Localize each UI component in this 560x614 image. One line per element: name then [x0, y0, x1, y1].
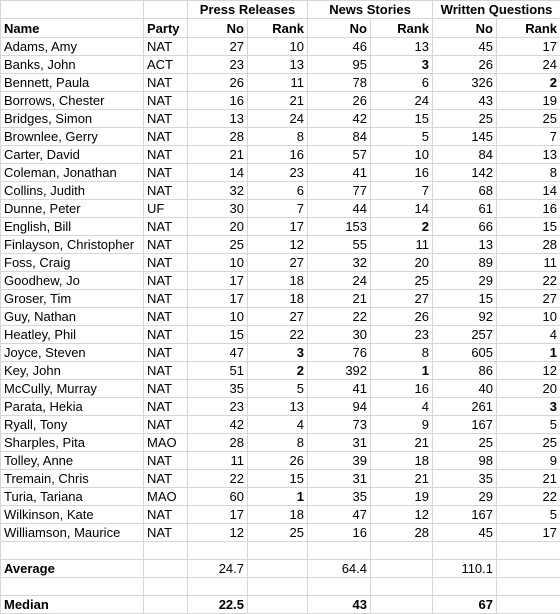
press-releases-rank: 25 [248, 524, 308, 542]
news-stories-rank: 6 [371, 74, 433, 92]
member-name: McCully, Murray [1, 380, 144, 398]
written-questions-rank: 25 [497, 110, 560, 128]
member-party: MAO [144, 488, 188, 506]
written-questions-no: 261 [433, 398, 497, 416]
member-name: Key, John [1, 362, 144, 380]
news-stories-rank: 3 [371, 56, 433, 74]
written-questions-no: 15 [433, 290, 497, 308]
median-news-stories: 43 [308, 596, 371, 614]
written-questions-no: 142 [433, 164, 497, 182]
written-questions-no: 35 [433, 470, 497, 488]
average-press-releases: 24.7 [188, 560, 248, 578]
column-header-pr-no: No [188, 19, 248, 38]
member-party: NAT [144, 110, 188, 128]
press-releases-no: 20 [188, 218, 248, 236]
table-row [1, 308, 560, 326]
table-row [1, 110, 560, 128]
member-name: Ryall, Tony [1, 416, 144, 434]
news-stories-no: 16 [308, 524, 371, 542]
table-row [1, 488, 560, 506]
column-header-pr-rank: Rank [248, 19, 308, 38]
member-party: NAT [144, 236, 188, 254]
written-questions-rank: 7 [497, 128, 560, 146]
press-releases-rank: 27 [248, 254, 308, 272]
written-questions-no: 25 [433, 434, 497, 452]
average-news-stories: 64.4 [308, 560, 371, 578]
news-stories-no: 55 [308, 236, 371, 254]
written-questions-no: 98 [433, 452, 497, 470]
written-questions-no: 66 [433, 218, 497, 236]
press-releases-rank: 11 [248, 74, 308, 92]
member-party: NAT [144, 146, 188, 164]
press-releases-no: 60 [188, 488, 248, 506]
member-party: NAT [144, 182, 188, 200]
press-releases-rank: 5 [248, 380, 308, 398]
median-written-questions: 67 [433, 596, 497, 614]
written-questions-no: 92 [433, 308, 497, 326]
press-releases-rank: 8 [248, 434, 308, 452]
group-header-news-stories: News Stories [308, 1, 433, 19]
column-header-ns-no: No [308, 19, 371, 38]
news-stories-no: 31 [308, 434, 371, 452]
press-releases-rank: 4 [248, 416, 308, 434]
member-name: Bridges, Simon [1, 110, 144, 128]
member-party: NAT [144, 452, 188, 470]
press-releases-no: 25 [188, 236, 248, 254]
member-party: UF [144, 200, 188, 218]
written-questions-rank: 17 [497, 524, 560, 542]
press-releases-rank: 18 [248, 290, 308, 308]
press-releases-no: 47 [188, 344, 248, 362]
news-stories-rank: 20 [371, 254, 433, 272]
news-stories-no: 41 [308, 164, 371, 182]
table-row [1, 92, 560, 110]
written-questions-no: 29 [433, 272, 497, 290]
news-stories-no: 41 [308, 380, 371, 398]
member-name: Wilkinson, Kate [1, 506, 144, 524]
written-questions-no: 145 [433, 128, 497, 146]
press-releases-no: 21 [188, 146, 248, 164]
written-questions-rank: 27 [497, 290, 560, 308]
written-questions-rank: 21 [497, 470, 560, 488]
member-name: Tremain, Chris [1, 470, 144, 488]
press-releases-no: 32 [188, 182, 248, 200]
median-row [1, 596, 560, 614]
table-row [1, 380, 560, 398]
group-header-row [1, 1, 560, 19]
press-releases-no: 22 [188, 470, 248, 488]
news-stories-rank: 5 [371, 128, 433, 146]
member-name: Sharples, Pita [1, 434, 144, 452]
written-questions-no: 86 [433, 362, 497, 380]
news-stories-rank: 16 [371, 164, 433, 182]
written-questions-rank: 12 [497, 362, 560, 380]
written-questions-rank: 13 [497, 146, 560, 164]
press-releases-no: 14 [188, 164, 248, 182]
written-questions-rank: 8 [497, 164, 560, 182]
press-releases-no: 23 [188, 398, 248, 416]
news-stories-rank: 18 [371, 452, 433, 470]
press-releases-rank: 3 [248, 344, 308, 362]
written-questions-rank: 9 [497, 452, 560, 470]
member-party: NAT [144, 38, 188, 56]
press-releases-no: 10 [188, 254, 248, 272]
member-name: Brownlee, Gerry [1, 128, 144, 146]
news-stories-no: 22 [308, 308, 371, 326]
news-stories-rank: 16 [371, 380, 433, 398]
member-party: NAT [144, 326, 188, 344]
news-stories-rank: 11 [371, 236, 433, 254]
news-stories-rank: 8 [371, 344, 433, 362]
press-releases-rank: 18 [248, 272, 308, 290]
press-releases-rank: 13 [248, 398, 308, 416]
press-releases-rank: 23 [248, 164, 308, 182]
press-releases-rank: 1 [248, 488, 308, 506]
news-stories-rank: 23 [371, 326, 433, 344]
member-party: NAT [144, 308, 188, 326]
member-name: Coleman, Jonathan [1, 164, 144, 182]
news-stories-no: 94 [308, 398, 371, 416]
member-party: NAT [144, 362, 188, 380]
written-questions-no: 25 [433, 110, 497, 128]
member-party: NAT [144, 92, 188, 110]
news-stories-rank: 19 [371, 488, 433, 506]
written-questions-rank: 22 [497, 488, 560, 506]
member-name: Heatley, Phil [1, 326, 144, 344]
written-questions-rank: 25 [497, 434, 560, 452]
member-name: Adams, Amy [1, 38, 144, 56]
press-releases-no: 51 [188, 362, 248, 380]
news-stories-no: 26 [308, 92, 371, 110]
member-name: Collins, Judith [1, 182, 144, 200]
news-stories-rank: 14 [371, 200, 433, 218]
news-stories-rank: 28 [371, 524, 433, 542]
member-party: NAT [144, 416, 188, 434]
member-party: NAT [144, 398, 188, 416]
average-label: Average [1, 560, 144, 578]
member-party: MAO [144, 434, 188, 452]
written-questions-rank: 2 [497, 74, 560, 92]
press-releases-rank: 16 [248, 146, 308, 164]
member-name: Bennett, Paula [1, 74, 144, 92]
press-releases-rank: 15 [248, 470, 308, 488]
table-row [1, 38, 560, 56]
median-press-releases: 22.5 [188, 596, 248, 614]
column-header-wq-rank: Rank [497, 19, 560, 38]
table-row [1, 74, 560, 92]
member-party: NAT [144, 506, 188, 524]
written-questions-rank: 14 [497, 182, 560, 200]
press-releases-no: 11 [188, 452, 248, 470]
written-questions-rank: 28 [497, 236, 560, 254]
table-row [1, 164, 560, 182]
written-questions-rank: 11 [497, 254, 560, 272]
written-questions-rank: 17 [497, 38, 560, 56]
table-row [1, 146, 560, 164]
written-questions-rank: 19 [497, 92, 560, 110]
written-questions-no: 68 [433, 182, 497, 200]
press-releases-rank: 6 [248, 182, 308, 200]
table-row [1, 398, 560, 416]
member-party: NAT [144, 128, 188, 146]
written-questions-no: 61 [433, 200, 497, 218]
written-questions-no: 29 [433, 488, 497, 506]
table-row [1, 182, 560, 200]
written-questions-no: 45 [433, 38, 497, 56]
member-name: Joyce, Steven [1, 344, 144, 362]
member-party: NAT [144, 470, 188, 488]
column-header-wq-no: No [433, 19, 497, 38]
table-row [1, 326, 560, 344]
column-header-ns-rank: Rank [371, 19, 433, 38]
member-party: NAT [144, 380, 188, 398]
news-stories-no: 73 [308, 416, 371, 434]
press-releases-no: 28 [188, 434, 248, 452]
press-releases-no: 28 [188, 128, 248, 146]
written-questions-rank: 22 [497, 272, 560, 290]
news-stories-no: 153 [308, 218, 371, 236]
news-stories-rank: 1 [371, 362, 433, 380]
table-row [1, 236, 560, 254]
member-party: ACT [144, 56, 188, 74]
press-releases-no: 17 [188, 272, 248, 290]
press-releases-rank: 8 [248, 128, 308, 146]
written-questions-no: 84 [433, 146, 497, 164]
press-releases-no: 23 [188, 56, 248, 74]
member-name: Borrows, Chester [1, 92, 144, 110]
member-name: Foss, Craig [1, 254, 144, 272]
written-questions-no: 40 [433, 380, 497, 398]
table-row [1, 452, 560, 470]
table-row [1, 524, 560, 542]
member-party: NAT [144, 290, 188, 308]
member-name: Parata, Hekia [1, 398, 144, 416]
average-row [1, 560, 560, 578]
member-name: Guy, Nathan [1, 308, 144, 326]
press-releases-no: 42 [188, 416, 248, 434]
column-header-name: Name [1, 19, 144, 38]
table-row [1, 290, 560, 308]
written-questions-no: 89 [433, 254, 497, 272]
written-questions-rank: 20 [497, 380, 560, 398]
news-stories-no: 76 [308, 344, 371, 362]
member-name: Finlayson, Christopher [1, 236, 144, 254]
written-questions-rank: 3 [497, 398, 560, 416]
news-stories-no: 392 [308, 362, 371, 380]
member-name: Turia, Tariana [1, 488, 144, 506]
news-stories-rank: 27 [371, 290, 433, 308]
member-name: Tolley, Anne [1, 452, 144, 470]
table-row [1, 344, 560, 362]
group-header-press-releases: Press Releases [188, 1, 308, 19]
news-stories-rank: 21 [371, 434, 433, 452]
written-questions-no: 167 [433, 506, 497, 524]
member-name: Goodhew, Jo [1, 272, 144, 290]
column-header-party: Party [144, 19, 188, 38]
press-releases-rank: 13 [248, 56, 308, 74]
table-row [1, 128, 560, 146]
news-stories-rank: 26 [371, 308, 433, 326]
press-releases-no: 26 [188, 74, 248, 92]
press-releases-rank: 22 [248, 326, 308, 344]
press-releases-no: 13 [188, 110, 248, 128]
news-stories-no: 21 [308, 290, 371, 308]
written-questions-rank: 4 [497, 326, 560, 344]
news-stories-no: 32 [308, 254, 371, 272]
press-releases-no: 27 [188, 38, 248, 56]
press-releases-rank: 24 [248, 110, 308, 128]
news-stories-no: 95 [308, 56, 371, 74]
average-written-questions: 110.1 [433, 560, 497, 578]
press-releases-rank: 18 [248, 506, 308, 524]
member-party: NAT [144, 524, 188, 542]
member-name: Dunne, Peter [1, 200, 144, 218]
member-name: English, Bill [1, 218, 144, 236]
news-stories-rank: 10 [371, 146, 433, 164]
press-releases-no: 12 [188, 524, 248, 542]
press-releases-no: 10 [188, 308, 248, 326]
news-stories-no: 44 [308, 200, 371, 218]
written-questions-no: 605 [433, 344, 497, 362]
member-party: NAT [144, 218, 188, 236]
table-row [1, 434, 560, 452]
written-questions-no: 13 [433, 236, 497, 254]
press-releases-no: 15 [188, 326, 248, 344]
news-stories-rank: 24 [371, 92, 433, 110]
member-name: Groser, Tim [1, 290, 144, 308]
news-stories-no: 47 [308, 506, 371, 524]
member-party: NAT [144, 164, 188, 182]
table-row [1, 200, 560, 218]
news-stories-no: 78 [308, 74, 371, 92]
member-name: Banks, John [1, 56, 144, 74]
press-releases-no: 16 [188, 92, 248, 110]
written-questions-rank: 15 [497, 218, 560, 236]
member-party: NAT [144, 254, 188, 272]
news-stories-rank: 21 [371, 470, 433, 488]
news-stories-rank: 4 [371, 398, 433, 416]
news-stories-rank: 7 [371, 182, 433, 200]
news-stories-no: 31 [308, 470, 371, 488]
member-party: NAT [144, 344, 188, 362]
table-row [1, 416, 560, 434]
news-stories-rank: 12 [371, 506, 433, 524]
press-releases-no: 17 [188, 506, 248, 524]
written-questions-no: 257 [433, 326, 497, 344]
member-party: NAT [144, 74, 188, 92]
news-stories-rank: 15 [371, 110, 433, 128]
table-row [1, 56, 560, 74]
column-header-row [1, 19, 560, 38]
written-questions-rank: 1 [497, 344, 560, 362]
news-stories-no: 35 [308, 488, 371, 506]
written-questions-rank: 16 [497, 200, 560, 218]
news-stories-no: 30 [308, 326, 371, 344]
written-questions-rank: 10 [497, 308, 560, 326]
written-questions-rank: 5 [497, 506, 560, 524]
press-releases-no: 35 [188, 380, 248, 398]
table-row [1, 362, 560, 380]
written-questions-rank: 24 [497, 56, 560, 74]
news-stories-no: 84 [308, 128, 371, 146]
press-releases-rank: 27 [248, 308, 308, 326]
written-questions-no: 326 [433, 74, 497, 92]
press-releases-rank: 2 [248, 362, 308, 380]
news-stories-rank: 9 [371, 416, 433, 434]
press-releases-no: 30 [188, 200, 248, 218]
member-name: Carter, David [1, 146, 144, 164]
press-releases-no: 17 [188, 290, 248, 308]
median-label: Median [1, 596, 144, 614]
news-stories-rank: 13 [371, 38, 433, 56]
press-releases-rank: 10 [248, 38, 308, 56]
news-stories-no: 46 [308, 38, 371, 56]
group-header-written-questions: Written Questions [433, 1, 560, 19]
written-questions-no: 45 [433, 524, 497, 542]
news-stories-rank: 2 [371, 218, 433, 236]
spacer-row [1, 578, 560, 596]
news-stories-no: 77 [308, 182, 371, 200]
member-party: NAT [144, 272, 188, 290]
member-name: Williamson, Maurice [1, 524, 144, 542]
news-stories-rank: 25 [371, 272, 433, 290]
written-questions-no: 167 [433, 416, 497, 434]
table-row [1, 254, 560, 272]
written-questions-rank: 5 [497, 416, 560, 434]
table-row [1, 506, 560, 524]
written-questions-no: 26 [433, 56, 497, 74]
press-releases-rank: 26 [248, 452, 308, 470]
press-releases-rank: 12 [248, 236, 308, 254]
press-releases-rank: 7 [248, 200, 308, 218]
table-row [1, 470, 560, 488]
table-row [1, 272, 560, 290]
press-releases-rank: 17 [248, 218, 308, 236]
news-stories-no: 39 [308, 452, 371, 470]
news-stories-no: 57 [308, 146, 371, 164]
written-questions-no: 43 [433, 92, 497, 110]
table-row [1, 218, 560, 236]
spacer-row [1, 542, 560, 560]
news-stories-no: 24 [308, 272, 371, 290]
news-stories-no: 42 [308, 110, 371, 128]
press-releases-rank: 21 [248, 92, 308, 110]
